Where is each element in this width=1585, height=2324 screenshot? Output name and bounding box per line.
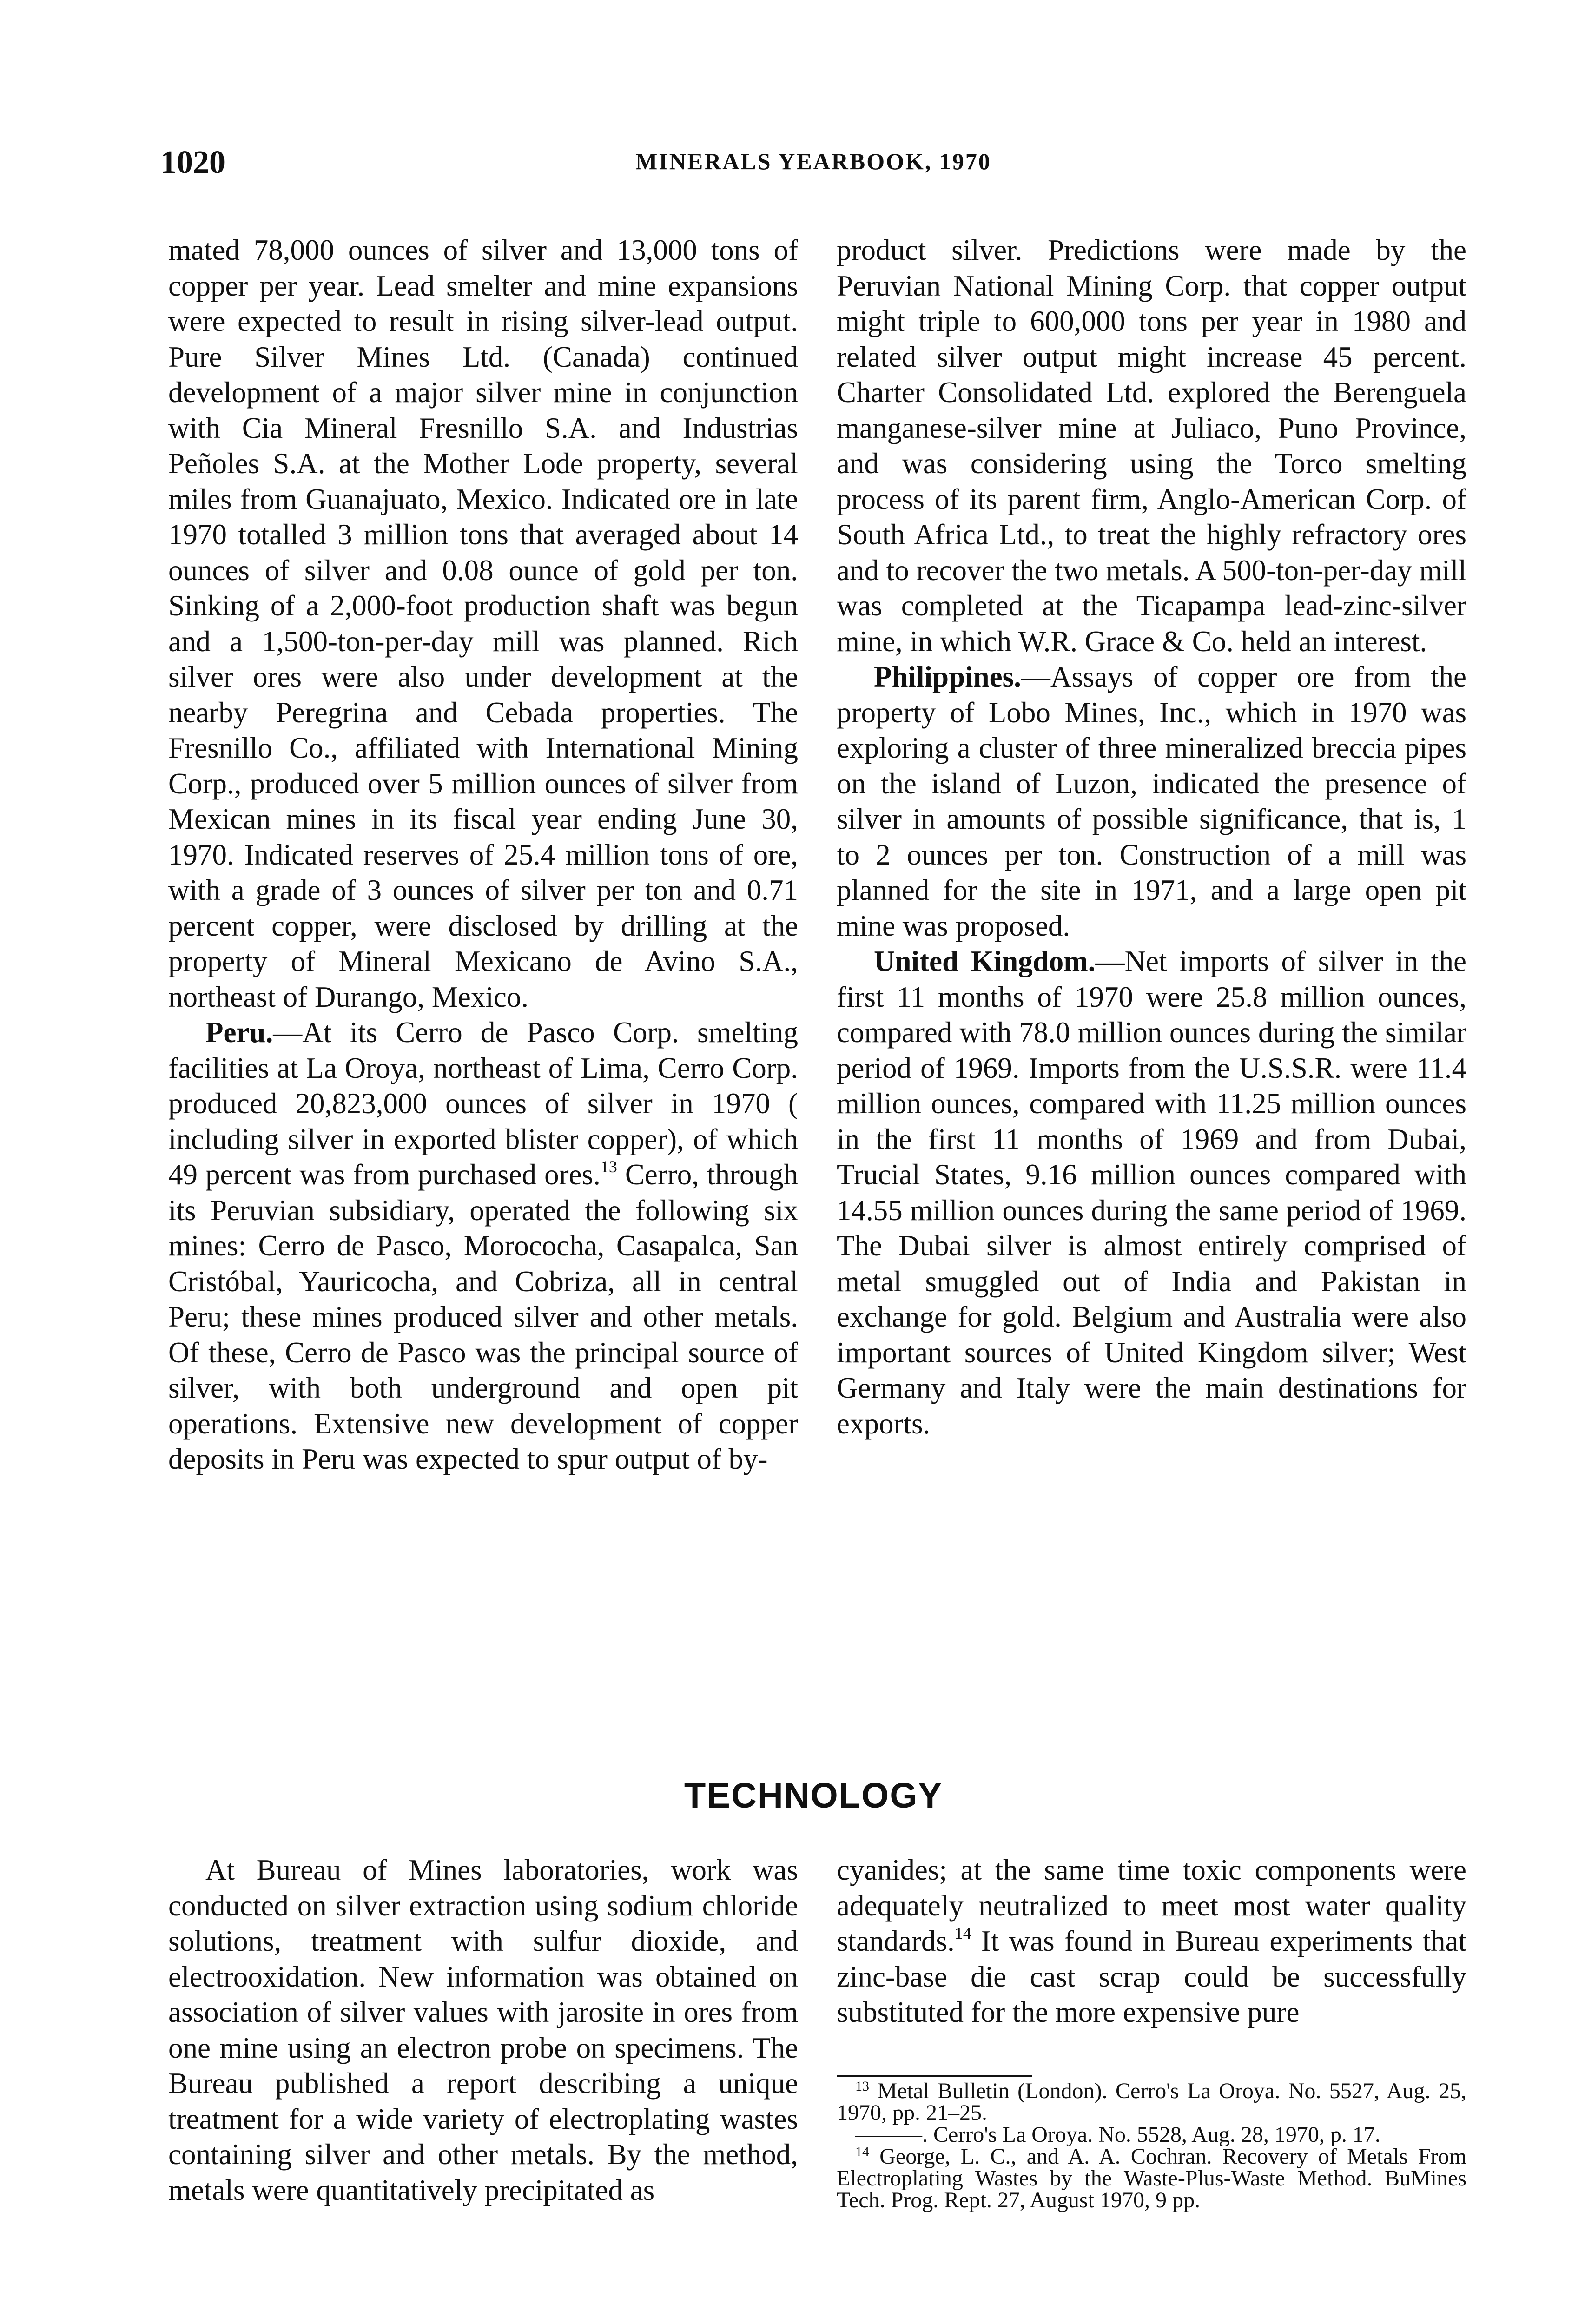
- footnote-ref-14: 14: [954, 1924, 971, 1942]
- right-column: [837, 232, 1466, 1441]
- technology-left-column: [168, 1852, 798, 2208]
- left-column: [168, 232, 798, 1477]
- footnote-number-13: 13: [855, 2079, 869, 2094]
- paragraph-mexico: mated 78,000 ounces of silver and 13,000 tons of copper per year. Lead smelter and mine expansions were expected to result in rising silver-lead output. Pure Silver Mines Ltd. (Canada) continued development of a major silver mine in conjunction with Cia Mineral Fresnillo S.A. and Industrias Peñoles S.A. at the Mother Lode property, several miles from Guanajuato, Mexico. Indicated ore in late 1970 totalled 3 million tons that averaged about 14 ounces of silver and 0.08 ounce of gold per ton. Sinking of a 2,000-foot production shaft was begun and a 1,500-ton-per-day mill was planned. Rich silver ores were also under development at the nearby Peregrina and Cebada properties. The Fresnillo Co., affiliated with International Mining Corp., produced over 5 million ounces of silver from Mexican mines in its fiscal year ending June 30, 1970. Indicated reserves of 25.4 million tons of ore, with a grade of 3 ounces of silver per ton and 0.71 percent copper, were disclosed by drilling at the property of Mineral Mexicano de Avino S.A., northeast of Durango, Mexico.: [168, 234, 798, 1013]
- running-title: MINERALS YEARBOOK, 1970: [635, 148, 991, 174]
- footnote-ref-13: 13: [600, 1157, 617, 1176]
- country-heading-peru: Peru.: [205, 1016, 273, 1049]
- paragraph-peru: [168, 1015, 798, 1477]
- footnote-14: [837, 2146, 1466, 2211]
- footnote-13b: ———. Cerro's La Oroya. No. 5528, Aug. 28, 1970, p. 17.: [855, 2122, 1380, 2147]
- footnotes: [837, 2080, 1466, 2211]
- section-heading-technology: TECHNOLOGY: [684, 1776, 943, 1816]
- technology-right-column: [837, 1852, 1466, 2030]
- footnote-13-text: Metal Bulletin (London). Cerro's La Oroya. No. 5527, Aug. 25, 1970, pp. 21–25.: [837, 2079, 1466, 2125]
- peru-text-b: Cerro, through its Peruvian subsidiary, operated the following six mines: Cerro de Pasco, Morococha, Casapalca, San Cristóbal, Yauricocha, and Cobriza, all in central Peru; these mines produced silver and other metals. Of these, Cerro de Pasco was the principal source of silver, with both underground and open pit operations. Extensive new development of copper deposits in Peru was expected to spur output of by-: [168, 1158, 798, 1475]
- paragraph-philippines: [837, 659, 1466, 944]
- peru-text-a: —At its Cerro de Pasco Corp. smelting facilities at La Oroya, northeast of Lima, Cerro Corp. produced 20,823,000 ounces of silver in 1970 ( including silver in exported blister copper), of which 49 percent was from purchased ores.: [168, 1016, 798, 1191]
- united-kingdom-text: —Net imports of silver in the first 11 months of 1970 were 25.8 million ounces, compared with 78.0 million ounces during the similar period of 1969. Imports from the U.S.S.R. were 11.4 million ounces, compared with 11.25 million ounces in the first 11 months of 1969 and from Dubai, Trucial States, 9.16 million ounces compared with 14.55 million ounces during the same period of 1969. The Dubai silver is almost entirely comprised of metal smuggled out of India and Pakistan in exchange for gold. Belgium and Australia were also important sources of United Kingdom silver; West Germany and Italy were the main destinations for exports.: [837, 945, 1466, 1440]
- page-number: 1020: [160, 145, 225, 180]
- paragraph-technology: At Bureau of Mines laboratories, work was conducted on silver extraction using sodium chloride solutions, treatment with sulfur dioxide, and electrooxidation. New information was obtained on association of silver values with jarosite in ores from one mine using an electron probe on specimens. The Bureau published a report describing a unique treatment for a wide variety of electroplating wastes containing silver and other metals. By the method, metals were quantitatively precipitated as: [168, 1854, 798, 2206]
- country-heading-philippines: Philippines.: [874, 660, 1021, 693]
- country-heading-united-kingdom: United Kingdom.: [874, 945, 1096, 977]
- footnote-14-text: George, L. C., and A. A. Cochran. Recovery of Metals From Electroplating Wastes by the Waste-Plus-Waste Method. BuMines Tech. Prog. Rept. 27, August 1970, 9 pp.: [837, 2144, 1466, 2212]
- technology-text-b: It was found in Bureau experiments that zinc-base die cast scrap could be successfully substituted for the more expensive pure: [837, 1925, 1466, 2028]
- footnote-number-14: 14: [855, 2144, 869, 2159]
- paragraph-peru-continued: product silver. Predictions were made by the Peruvian National Mining Corp. that copper output might triple to 600,000 tons per year in 1980 and related silver output might increase 45 percent. Charter Consolidated Ltd. explored the Berenguela manganese-silver mine at Juliaco, Puno Province, and was considering using the Torco smelting process of its parent firm, Anglo-American Corp. of South Africa Ltd., to treat the highly refractory ores and to recover the two metals. A 500-ton-per-day mill was completed at the Ticapampa lead-zinc-silver mine, in which W.R. Grace & Co. held an interest.: [837, 234, 1466, 658]
- technology-text-a: cyanides; at the same time toxic components were adequately neutralized to meet most water quality standards.: [837, 1854, 1466, 1957]
- philippines-text: —Assays of copper ore from the property of Lobo Mines, Inc., which in 1970 was exploring a cluster of three mineralized breccia pipes on the island of Luzon, indicated the presence of silver in amounts of possible significance, that is, 1 to 2 ounces per ton. Construction of a mill was planned for the site in 1971, and a large open pit mine was proposed.: [837, 660, 1466, 942]
- footnote-divider: [837, 2075, 1032, 2077]
- paragraph-technology-continued: [837, 1852, 1466, 2030]
- paragraph-united-kingdom: [837, 944, 1466, 1441]
- footnote-13: [837, 2080, 1466, 2124]
